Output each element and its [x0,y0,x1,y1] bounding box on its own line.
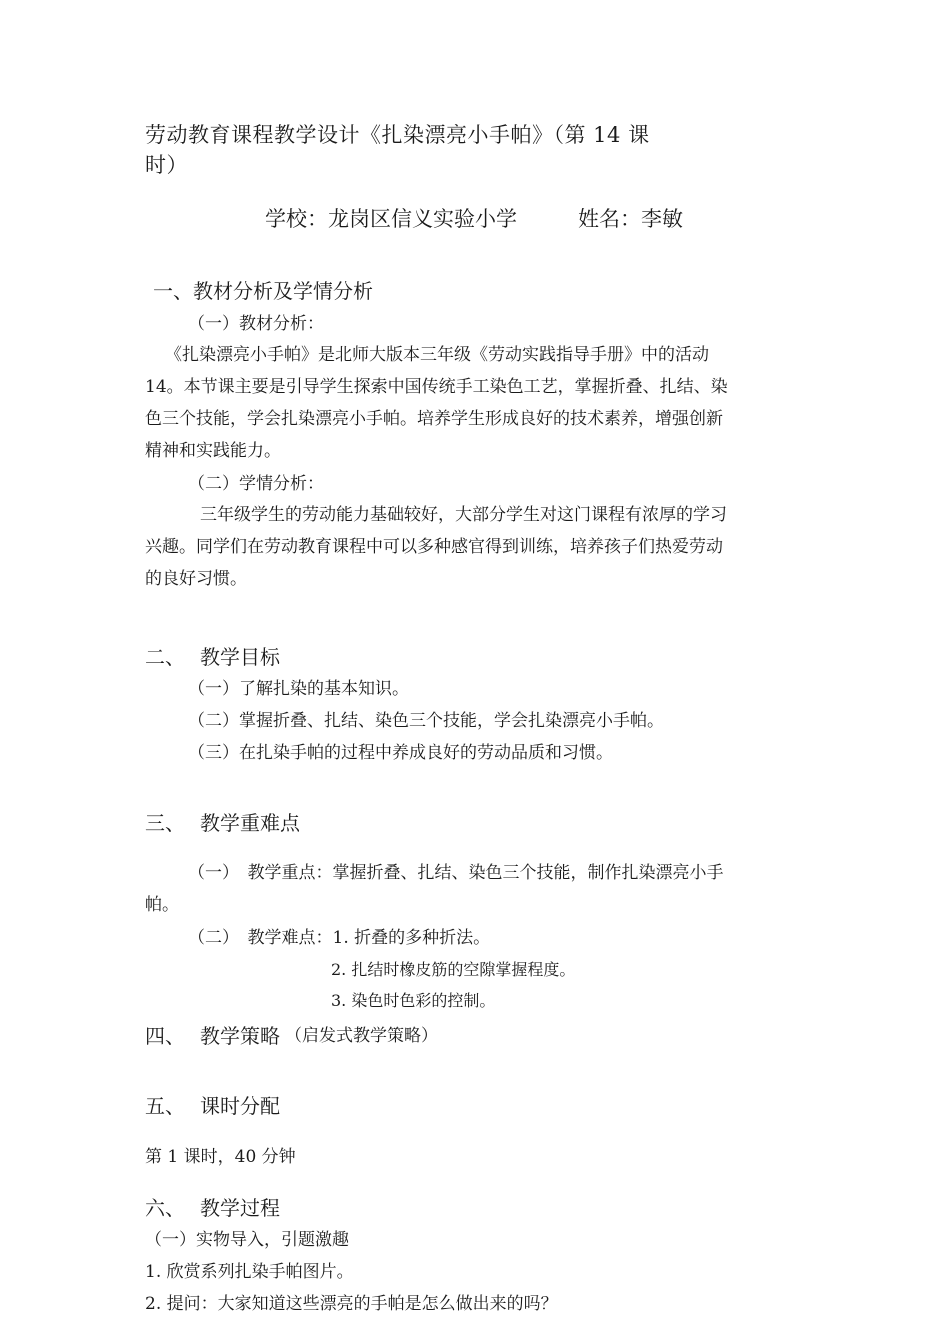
section6-sub1: （一）实物导入，引题激趣 [145,1230,349,1250]
section4-heading: 教学策略 [200,1024,280,1048]
section3-number: 三、 [145,811,185,835]
process-item: 2. 提问：大家知道这些漂亮的手帕是怎么做出来的吗？ [145,1294,558,1314]
objective-item: （三）在扎染手帕的过程中养成良好的劳动品质和习惯。 [188,743,613,763]
key-point-line1: （一） 教学重点：掌握折叠、扎结、染色三个技能，制作扎染漂亮小手 [188,863,724,883]
objective-item: （一）了解扎染的基本知识。 [188,679,409,699]
author-name: 姓名：李敏 [578,207,683,231]
section2-heading: 教学目标 [200,645,280,669]
section6-heading: 教学过程 [200,1196,280,1220]
section1-sub1-line: 《扎染漂亮小手帕》是北师大版本三年级《劳动实践指导手册》中的活动 [165,345,709,365]
section1-sub2-line: 三年级学生的劳动能力基础较好，大部分学生对这门课程有浓厚的学习 [200,505,727,525]
section4-note: （启发式教学策略） [285,1026,438,1046]
section1-sub2-line: 兴趣。同学们在劳动教育课程中可以多种感官得到训练，培养孩子们热爱劳动 [145,537,723,557]
section1-sub1-label: （一）教材分析： [188,314,324,334]
doc-title-line1: 劳动教育课程教学设计《扎染漂亮小手帕》（第 14 课 [145,123,650,147]
section2-number: 二、 [145,645,185,669]
difficulty-line3: 3. 染色时色彩的控制。 [331,991,496,1010]
section1-sub2-label: （二）学情分析： [188,474,324,494]
difficulty-line2: 2. 扎结时橡皮筋的空隙掌握程度。 [331,960,576,979]
process-item: 1. 欣赏系列扎染手帕图片。 [145,1262,354,1282]
difficulty-line1: （二） 教学难点：1. 折叠的多种折法。 [188,928,491,948]
section6-number: 六、 [145,1196,185,1220]
doc-title-line2: 时） [145,153,188,177]
section1-heading: 一、教材分析及学情分析 [153,279,373,303]
section1-sub1-line: 14。本节课主要是引导学生探索中国传统手工染色工艺，掌握折叠、扎结、染 [145,377,728,397]
section5-detail: 第 1 课时，40 分钟 [145,1147,296,1167]
section5-heading: 课时分配 [200,1094,280,1118]
section1-sub1-line: 精神和实践能力。 [145,441,281,461]
key-point-line2: 帕。 [145,895,179,915]
school-label: 学校：龙岗区信义实验小学 [265,207,517,231]
section5-number: 五、 [145,1094,185,1118]
section1-sub2-line: 的良好习惯。 [145,569,247,589]
section3-heading: 教学重难点 [200,811,300,835]
section4-number: 四、 [145,1024,185,1048]
section1-sub1-line: 色三个技能，学会扎染漂亮小手帕。培养学生形成良好的技术素养，增强创新 [145,409,723,429]
objective-item: （二）掌握折叠、扎结、染色三个技能，学会扎染漂亮小手帕。 [188,711,664,731]
